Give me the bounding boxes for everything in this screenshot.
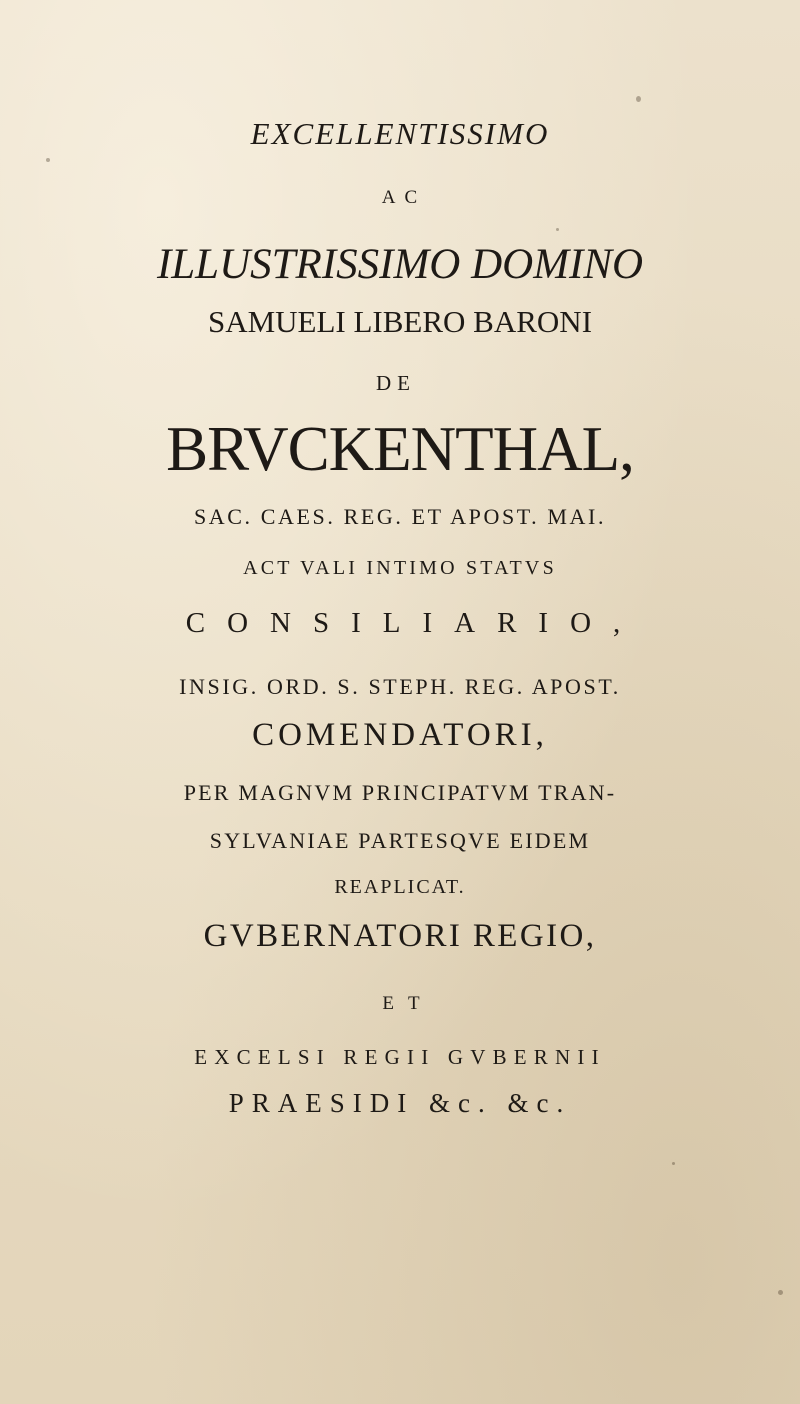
dedication-line-excellentissimo: EXCELLENTISSIMO <box>250 116 550 151</box>
dedication-line-reaplicat: REAPLICAT. <box>334 876 466 898</box>
dedication-line-actvali: ACT VALI INTIMO STATVS <box>243 557 557 579</box>
dedication-line-et: ET <box>382 993 434 1014</box>
dedication-line-illustrissimo: ILLUSTRISSIMO DOMINO <box>156 241 644 288</box>
dedication-line-excelsi: EXCELSI REGII GVBERNII <box>194 1045 606 1069</box>
paper-speck <box>556 228 559 231</box>
dedication-name-bruckenthal: BRVCKENTHAL, <box>166 414 634 484</box>
dedication-line-sylvaniae: SYLVANIAE PARTESQVE EIDEM <box>209 828 591 853</box>
paper-speck <box>778 1290 783 1295</box>
paper-speck <box>470 836 473 839</box>
paper-speck <box>636 96 641 102</box>
dedication-line-comendatori: COMENDATORI, <box>252 717 548 753</box>
paper-speck <box>46 158 50 162</box>
dedication-line-per-magnvm: PER MAGNVM PRINCIPATVM TRAN- <box>183 780 617 805</box>
dedication-line-insig: INSIG. ORD. S. STEPH. REG. APOST. <box>179 674 621 699</box>
dedication-line-ac: AC <box>381 187 427 208</box>
dedication-line-gvbernatori: GVBERNATORI REGIO, <box>203 918 597 954</box>
dedication-line-sac-caes: SAC. CAES. REG. ET APOST. MAI. <box>193 504 607 529</box>
dedication-line-samueli: SAMUELI LIBERO BARONI <box>207 304 593 339</box>
dedication-line-de: DE <box>376 371 416 395</box>
dedication-line-consiliario: CONSILIARIO, <box>185 607 643 639</box>
paper-speck <box>672 1162 675 1165</box>
dedication-line-praesidi: PRAESIDI &c. &c. <box>228 1088 572 1118</box>
